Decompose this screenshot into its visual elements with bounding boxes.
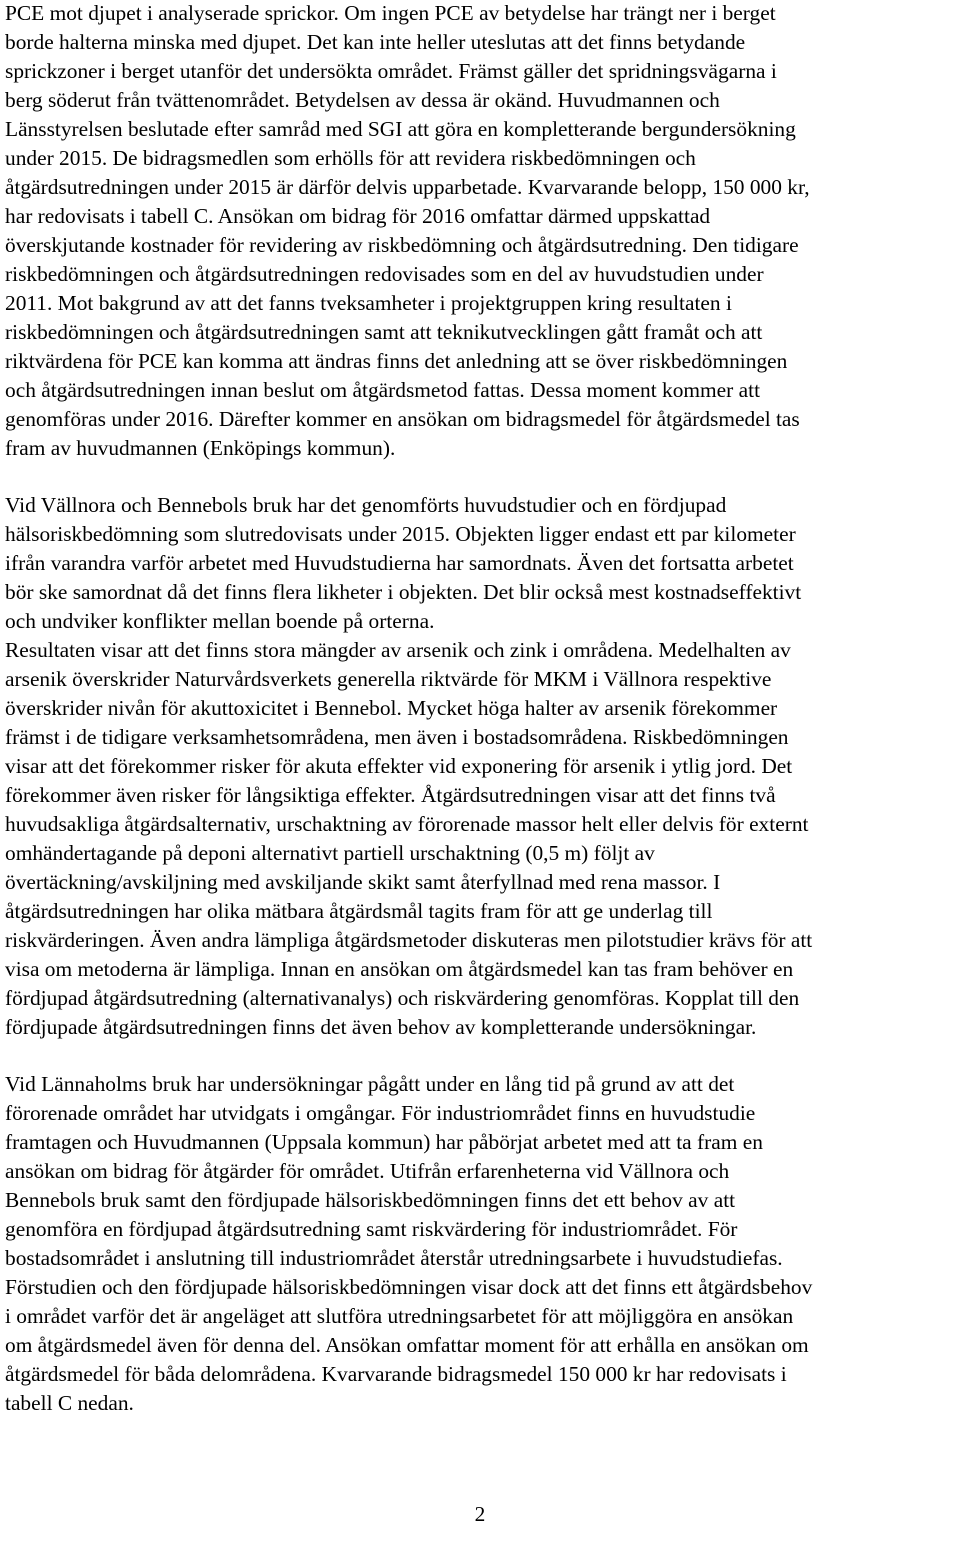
text-line: visar att det förekommer risker för akuta effekter vid exponering för arsenik i ytlig jord. Det [5,754,793,778]
text-line: bör ske samordnat då det finns flera likheter i objekten. Det blir också mest kostnadseffektivt [5,580,802,604]
text-line: arsenik överskrider Naturvårdsverkets generella riktvärde för MKM i Vällnora respektive [5,667,772,691]
text-line: förekommer även risker för långsiktiga effekter. Åtgärdsutredningen visar att det finns två [5,783,776,807]
text-line: fram av huvudmannen (Enköpings kommun). [5,436,396,460]
text-line: i området varför det är angeläget att slutföra utredningsarbetet för att möjliggöra en ansökan [5,1304,794,1328]
text-line: PCE mot djupet i analyserade sprickor. Om ingen PCE av betydelse har trängt ner i berget [5,1,776,25]
text-line: om åtgärdsmedel även för denna del. Ansökan omfattar moment för att erhålla en ansökan om [5,1333,809,1357]
text-line: sprickzoner i berget utanför det undersökta området. Främst gäller det spridningsvägarna i [5,59,777,83]
text-line: Länsstyrelsen beslutade efter samråd med SGI att göra en kompletterande bergundersökning [5,117,796,141]
text-line: borde halterna minska med djupet. Det kan inte heller uteslutas att det finns betydande [5,30,746,54]
text-line: riskbedömningen och åtgärdsutredningen samt att teknikutvecklingen gått framåt och att [5,320,763,344]
text-line: genomföras under 2016. Därefter kommer en ansökan om bidragsmedel för åtgärdsmedel tas [5,407,800,431]
text-line: riskbedömningen och åtgärdsutredningen redovisades som en del av huvudstudien under [5,262,764,286]
text-line: förorenade området har utvidgats i omgångar. För industriområdet finns en huvudstudie [5,1101,756,1125]
page-number: 2 [474,1502,486,1526]
text-line: riskvärderingen. Även andra lämpliga åtgärdsmetoder diskuteras men pilotstudier krävs för att [5,928,813,952]
text-line: och undviker konflikter mellan boende på orterna. [5,609,435,633]
text-line: Förstudien och den fördjupade hälsoriskbedömningen visar dock att det finns ett åtgärdsbehov [5,1275,813,1299]
text-line: fördjupade åtgärdsutredningen finns det även behov av kompletterande undersökningar. [5,1015,757,1039]
text-line: Resultaten visar att det finns stora mängder av arsenik och zink i områdena. Medelhalten av [5,638,791,662]
text-line: omhändertagande på deponi alternativt partiell urschaktning (0,5 m) följt av [5,841,655,865]
text-line: har redovisats i tabell C. Ansökan om bidrag för 2016 omfattar därmed uppskattad [5,204,711,228]
text-line: och åtgärdsutredningen innan beslut om åtgärdsmetod fattas. Dessa moment kommer att [5,378,761,402]
text-line: åtgärdsmedel för båda delområdena. Kvarvarande bidragsmedel 150 000 kr har redovisats i [5,1362,787,1386]
text-line: berg söderut från tvättenområdet. Betydelsen av dessa är okänd. Huvudmannen och [5,88,720,112]
text-line: främst i de tidigare verksamhetsområdena, men även i bostadsområdena. Riskbedömningen [5,725,789,749]
text-line: bostadsområdet i anslutning till industriområdet återstår utredningsarbete i huvudstudiefas. [5,1246,783,1270]
text-line: övertäckning/avskiljning med avskiljande skikt samt återfyllnad med rena massor. I [5,870,721,894]
text-line: ifrån varandra varför arbetet med Huvudstudierna har samordnats. Även det fortsatta arbetet [5,551,794,575]
text-line: genomföra en fördjupad åtgärdsutredning samt riskvärdering för industriområdet. För [5,1217,738,1241]
text-line: ansökan om bidrag för åtgärder för området. Utifrån erfarenheterna vid Vällnora och [5,1159,730,1183]
text-line: Bennebols bruk samt den fördjupade hälsoriskbedömningen finns det ett behov av att [5,1188,736,1212]
text-line: åtgärdsutredningen har olika mätbara åtgärdsmål tagits fram för att ge underlag till [5,899,713,923]
text-line: riktvärdena för PCE kan komma att ändras finns det anledning att se över riskbedömningen [5,349,788,373]
text-line: överskrider nivån för akuttoxicitet i Bennebol. Mycket höga halter av arsenik förekommer [5,696,778,720]
text-line: fördjupad åtgärdsutredning (alternativanalys) och riskvärdering genomföras. Kopplat till den [5,986,800,1010]
text-line: 2011. Mot bakgrund av att det fanns tveksamheter i projektgruppen kring resultaten i [5,291,732,315]
text-line: huvudsakliga åtgärdsalternativ, urschaktning av förorenade massor helt eller delvis för externt [5,812,809,836]
text-line: framtagen och Huvudmannen (Uppsala kommun) har påbörjat arbetet med att ta fram en [5,1130,763,1154]
text-line: tabell C nedan. [5,1391,134,1415]
text-line: visa om metoderna är lämpliga. Innan en ansökan om åtgärdsmedel kan tas fram behöver en [5,957,794,981]
text-line: hälsoriskbedömning som slutredovisats under 2015. Objekten ligger endast ett par kilometer [5,522,796,546]
text-line: åtgärdsutredningen under 2015 är därför delvis upparbetade. Kvarvarande belopp, 150 000 kr, [5,175,810,199]
text-line: under 2015. De bidragsmedlen som erhölls för att revidera riskbedömningen och [5,146,696,170]
text-line: Vid Lännaholms bruk har undersökningar pågått under en lång tid på grund av att det [5,1072,735,1096]
text-line: Vid Vällnora och Bennebols bruk har det genomförts huvudstudier och en fördjupad [5,493,727,517]
text-line: överskjutande kostnader för revidering av riskbedömning och åtgärdsutredning. Den tidigare [5,233,799,257]
